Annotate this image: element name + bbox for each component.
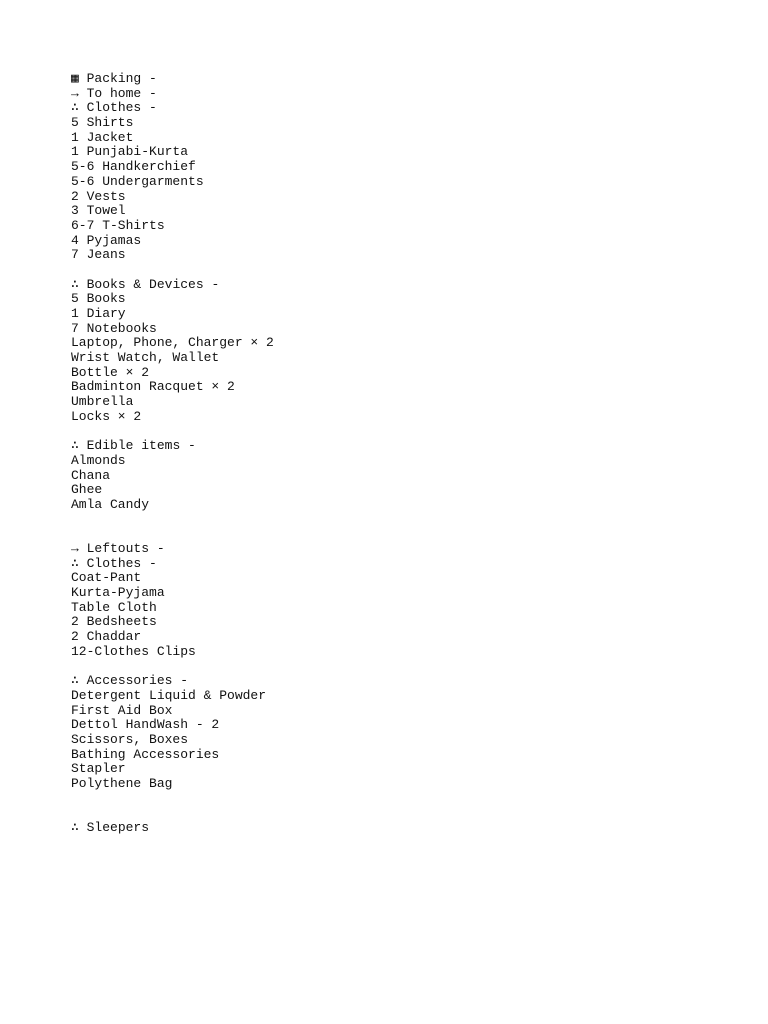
list-item: Wrist Watch, Wallet	[71, 350, 220, 366]
blank-line	[71, 527, 731, 542]
section-clothes: ∴ Clothes -	[71, 555, 157, 571]
list-item: Almonds	[71, 452, 126, 468]
document-page	[71, 72, 731, 836]
blank-line	[71, 806, 731, 821]
list-item: 5-6 Handkerchief	[71, 159, 196, 175]
list-item: Chana	[71, 467, 111, 483]
list-item: Scissors, Boxes	[71, 731, 189, 747]
list-item: Bottle × 2	[71, 364, 150, 380]
blank-line	[71, 425, 731, 440]
list-item: 1 Punjabi-Kurta	[71, 144, 189, 160]
list-item: 1 Jacket	[71, 129, 134, 145]
section-clothes: ∴ Clothes -	[71, 100, 157, 116]
list-item: 7 Notebooks	[71, 320, 157, 336]
list-item: Bathing Accessories	[71, 746, 220, 762]
list-item: 7 Jeans	[71, 247, 126, 263]
list-item: Laptop, Phone, Charger × 2	[71, 335, 274, 351]
section-accessories: ∴ Accessories -	[71, 673, 189, 689]
section-edible-items: ∴ Edible items -	[71, 438, 196, 454]
heading-packing: ▦ Packing -	[71, 71, 157, 86]
list-item: 5 Shirts	[71, 115, 134, 131]
list-item: 5 Books	[71, 291, 126, 307]
list-item: Dettol HandWash - 2	[71, 717, 220, 733]
list-item: 4 Pyjamas	[71, 232, 142, 248]
list-item: Amla Candy	[71, 496, 150, 512]
list-item: 5-6 Undergarments	[71, 173, 204, 189]
list-item: 2 Chaddar	[71, 629, 142, 645]
list-item: Stapler	[71, 761, 126, 777]
section-sleepers: ∴ Sleepers	[71, 820, 150, 836]
blank-line	[71, 513, 731, 528]
blank-line	[71, 792, 731, 807]
list-item: 2 Bedsheets	[71, 614, 157, 630]
list-item: 2 Vests	[71, 188, 126, 204]
list-item: Coat-Pant	[71, 570, 142, 586]
list-item: Badminton Racquet × 2	[71, 379, 235, 395]
list-item: First Aid Box	[71, 702, 173, 718]
list-item: 1 Diary	[71, 306, 126, 321]
list-item: Umbrella	[71, 394, 134, 410]
blank-line	[71, 263, 731, 278]
subheading-to-home: → To home -	[71, 85, 157, 101]
list-item: Detergent Liquid & Powder	[71, 687, 267, 703]
list-item: Polythene Bag	[71, 776, 173, 791]
blank-line	[71, 660, 731, 675]
section-books-devices: ∴ Books & Devices -	[71, 276, 220, 292]
list-item: 3 Towel	[71, 203, 126, 219]
list-item: 6-7 T-Shirts	[71, 217, 165, 233]
list-item: 12-Clothes Clips	[71, 643, 196, 659]
subheading-leftouts: → Leftouts -	[71, 541, 165, 556]
list-item: Kurta-Pyjama	[71, 585, 165, 601]
list-item: Table Cloth	[71, 599, 157, 615]
list-item: Locks × 2	[71, 408, 142, 424]
list-item: Ghee	[71, 482, 103, 498]
